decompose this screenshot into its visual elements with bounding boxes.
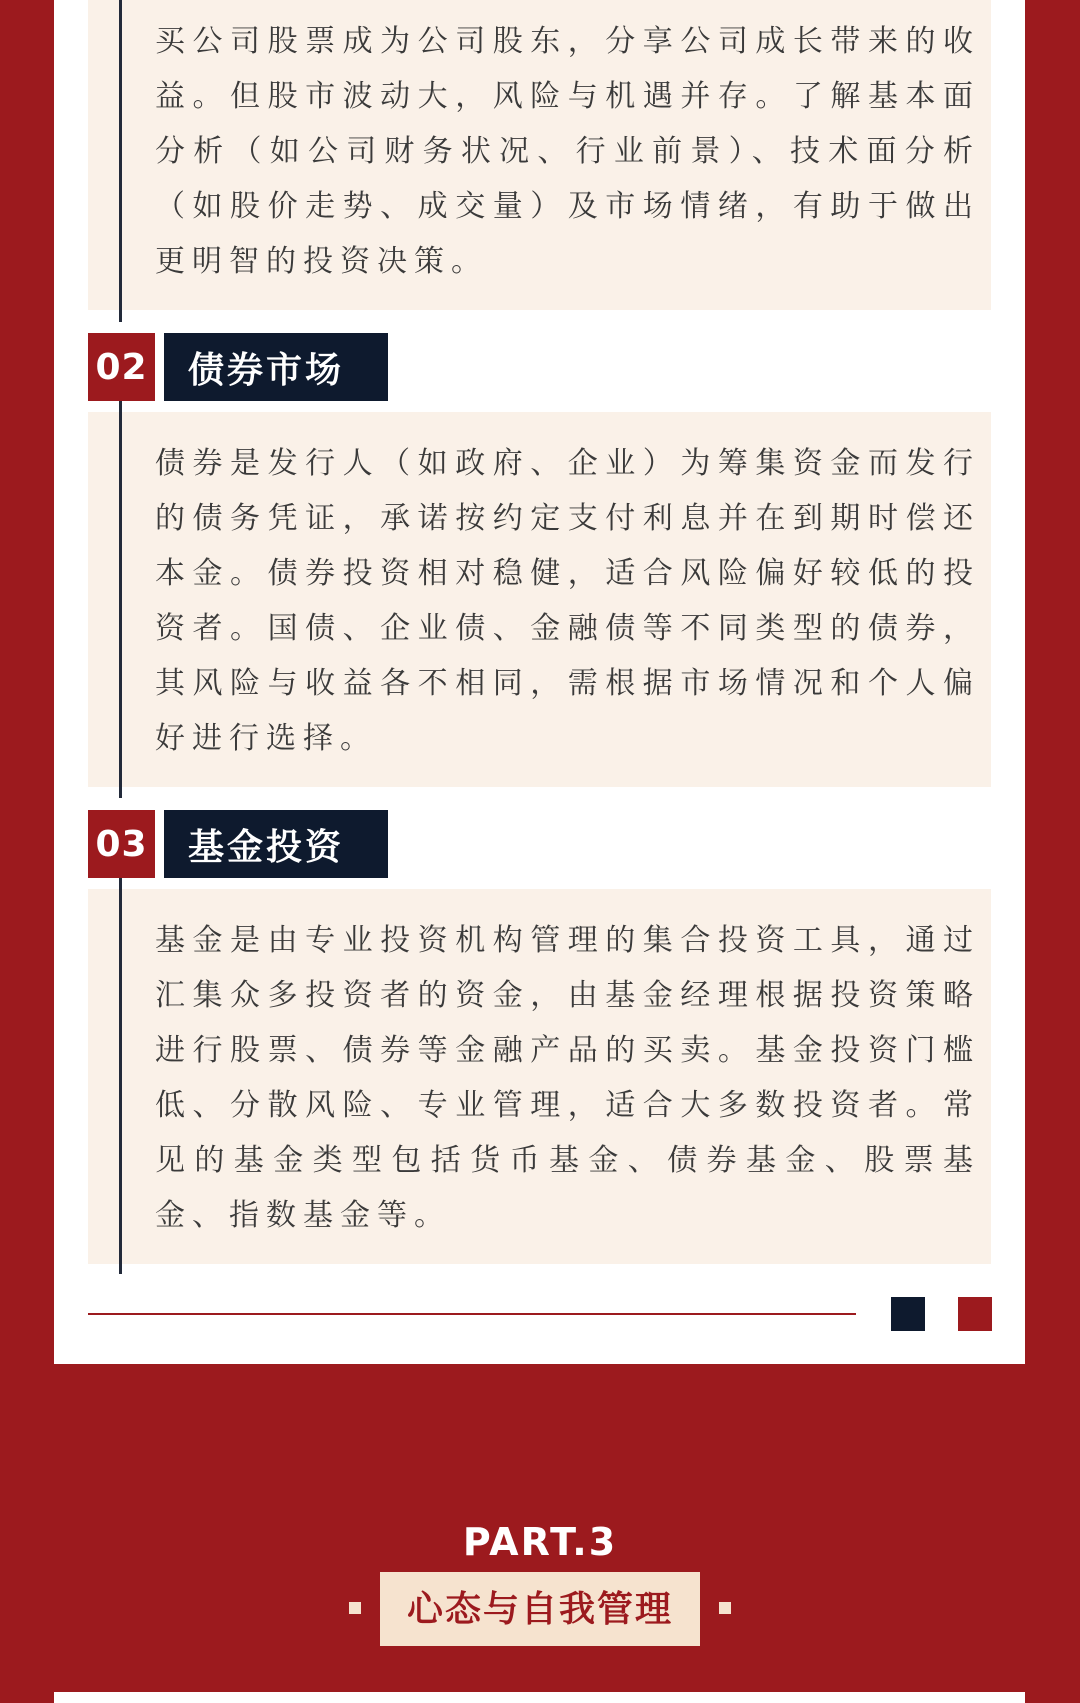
part-title-underline <box>380 1644 700 1646</box>
left-dot-ornament <box>349 1602 361 1614</box>
section-2-title: 债券市场 <box>164 333 388 401</box>
section-2-number: 02 <box>88 333 155 401</box>
section-3-text: 基金是由专业投资机构管理的集合投资工具，通过汇集众多投资者的资金，由基金经理根据投资策略进行股票、债券等金融产品的买卖。基金投资门槛低、分散风险、专业管理，适合大多数投资者。常见的基金类型包括货币基金、债券基金、股票基金、指数基金等。 <box>155 923 980 1233</box>
section-1-timeline <box>119 0 122 322</box>
section-3-number: 03 <box>88 810 155 878</box>
navy-square-ornament <box>891 1297 925 1331</box>
part-label: PART.3 <box>462 1520 618 1564</box>
part-title: 心态与自我管理 <box>380 1572 700 1644</box>
next-content-card <box>54 1692 1025 1703</box>
section-1-text: 买公司股票成为公司股东，分享公司成长带来的收益。但股市波动大，风险与机遇并存。了解基本面分析（如公司财务状况、行业前景）、技术面分析（如股价走势、成交量）及市场情绪，有助于做出更明智的投资决策。 <box>155 24 980 279</box>
right-dot-ornament <box>719 1602 731 1614</box>
section-divider <box>88 1313 856 1315</box>
section-2-text: 债券是发行人（如政府、企业）为筹集资金而发行的债务凭证，承诺按约定支付利息并在到期时偿还本金。债券投资相对稳健，适合风险偏好较低的投资者。国债、企业债、金融债等不同类型的债券，其风险与收益各不相同，需根据市场情况和个人偏好进行选择。 <box>155 446 980 756</box>
section-3-title: 基金投资 <box>164 810 388 878</box>
red-square-ornament <box>958 1297 992 1331</box>
section-2-timeline <box>119 401 122 798</box>
section-3-timeline <box>119 878 122 1274</box>
